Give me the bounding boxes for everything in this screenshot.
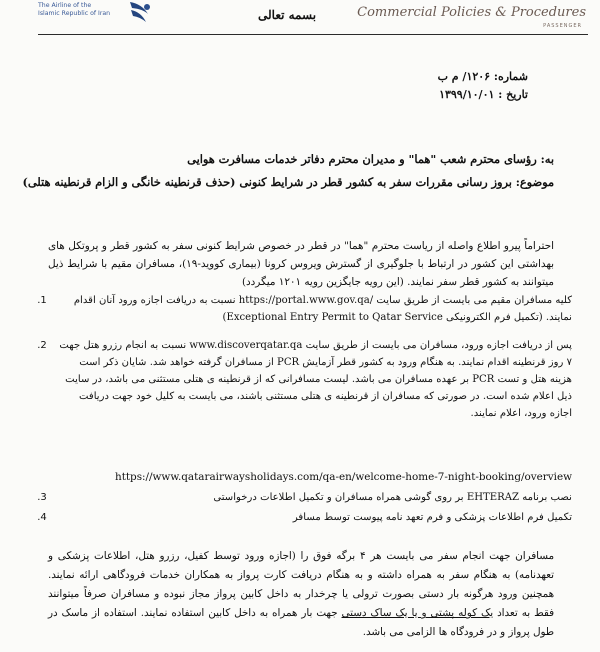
basmala: بسمه تعالی (258, 8, 317, 22)
list-item (36, 337, 572, 422)
intro-paragraph: احتراماً پیرو اطلاع واصله از ریاست محترم "هما" در قطر در خصوص شرایط کنونی سفر به کشور قطر و پروتکل های بهداشتی این کشور در ارتباط با جلوگیری از گسترش ویروس کرونا (بیماری کووید-۱۹)، مسافران مقیم با شرایط ذیل میتوانند به کشور قطر سفر نمایند. (این رویه جایگزین رویه ۱۲۰۱ میگردد) (48, 240, 554, 288)
allowed-baggage-note: یک کوله پشتی و یا یک ساک دستی (341, 607, 494, 619)
list-item (36, 292, 572, 326)
gov-portal-link[interactable]: https://portal.www.gov.qa/ (238, 295, 374, 306)
letter-date: تاریخ : ۱۳۹۹/۱۰/۰۱ (439, 88, 528, 101)
department-subtitle: PASSENGER (543, 23, 582, 29)
list-number: 4. (37, 512, 47, 523)
department-title: Commercial Policies & Procedures (357, 5, 586, 20)
list-item (36, 489, 572, 506)
airline-line-1: The Airline of the (38, 2, 92, 9)
recipient-line: به: رؤسای محترم شعب "هما" و مدیران محترم دفاتر خدمات مسافرت هوایی (187, 152, 554, 166)
list-number: 2. (37, 340, 47, 351)
list-item-text: کلیه مسافران مقیم می بایست از طریق سایت https://portal.www.gov.qa/ نسبت به دریافت اجازه ورود آنان اقدام نمایند. (تکمیل فرم الکترونیکی Exceptional Entry Permit to Qatar Service) (73, 295, 572, 323)
list-item-text: تکمیل فرم اطلاعات پزشکی و فرم تعهد نامه پیوست توسط مسافر (292, 512, 572, 523)
closing-paragraph: مسافران جهت انجام سفر می بایست هر ۴ برگه فوق را (اجازه ورود توسط کفیل، رزرو هتل، اطلاعات پزشکی و تعهدنامه) به هنگام سفر به همراه داشته و به هنگام دریافت کارت پرواز به همکاران خدمات فرودگاهی ارائه نمایند. همچنین ورود هرگونه بار دستی بصورت ترولی یا چرخدار به داخل کابین پرواز مجاز نبوده و مسافران صرفاً میتوانند فقط به تعداد یک کوله پشتی و یا یک ساک دستی جهت بار همراه به داخل کابین استفاده نمایند. استفاده از ماسک در طول پرواز و در فرودگاه ها الزامی می باشد. (48, 550, 555, 638)
homa-logo-icon (128, 0, 152, 26)
airline-logo-block (0, 0, 155, 32)
list-number: 3. (37, 492, 47, 503)
department-header (356, 5, 586, 31)
letter-number: شماره: ۱۲۰۶/ م ب (437, 70, 528, 83)
subject-line: موضوع: بروز رسانی مقررات سفر به کشور قطر در شرایط کنونی (حذف قرنطینه خانگی و الزام قرنطینه هتلی) (22, 175, 554, 189)
airline-name (38, 2, 128, 17)
qatar-holidays-link[interactable]: https://www.qatarairwaysholidays.com/qa-en/welcome-home-7-night-booking/overview (115, 471, 572, 483)
list-number: 1. (37, 295, 47, 306)
list-item-text: نصب برنامه EHTERAZ بر روی گوشی همراه مسافران و تکمیل اطلاعات درخواستی (213, 492, 572, 503)
list-item (36, 509, 572, 526)
list-item-text: پس از دریافت اجازه ورود، مسافران می بایست از طریق سایت www.discoverqatar.qa نسبت به انجام رزرو هتل جهت ۷ روز قرنطینه اقدام نمایند. به هنگام ورود به کشور قطر آزمایش PCR از مسافران گرفته خواهد شد. شایان ذکر است هزینه هتل و تست PCR بر عهده مسافران می باشد. لیست مسافرانی که از قرنطینه ی هتلی مستثنی می باشد، در سایت ذیل اعلام شده است. در صورتی که مسافران از قرنطینه ی هتلی مستثنی باشند، می بایست به کلیل خود جهت دریافت اجازه ورود، اعلام نمایند. (59, 340, 572, 419)
airline-line-2: Islamic Republic of Iran (38, 9, 111, 17)
header-divider (38, 34, 588, 35)
discoverqatar-link[interactable]: www.discoverqatar.qa (189, 340, 303, 351)
